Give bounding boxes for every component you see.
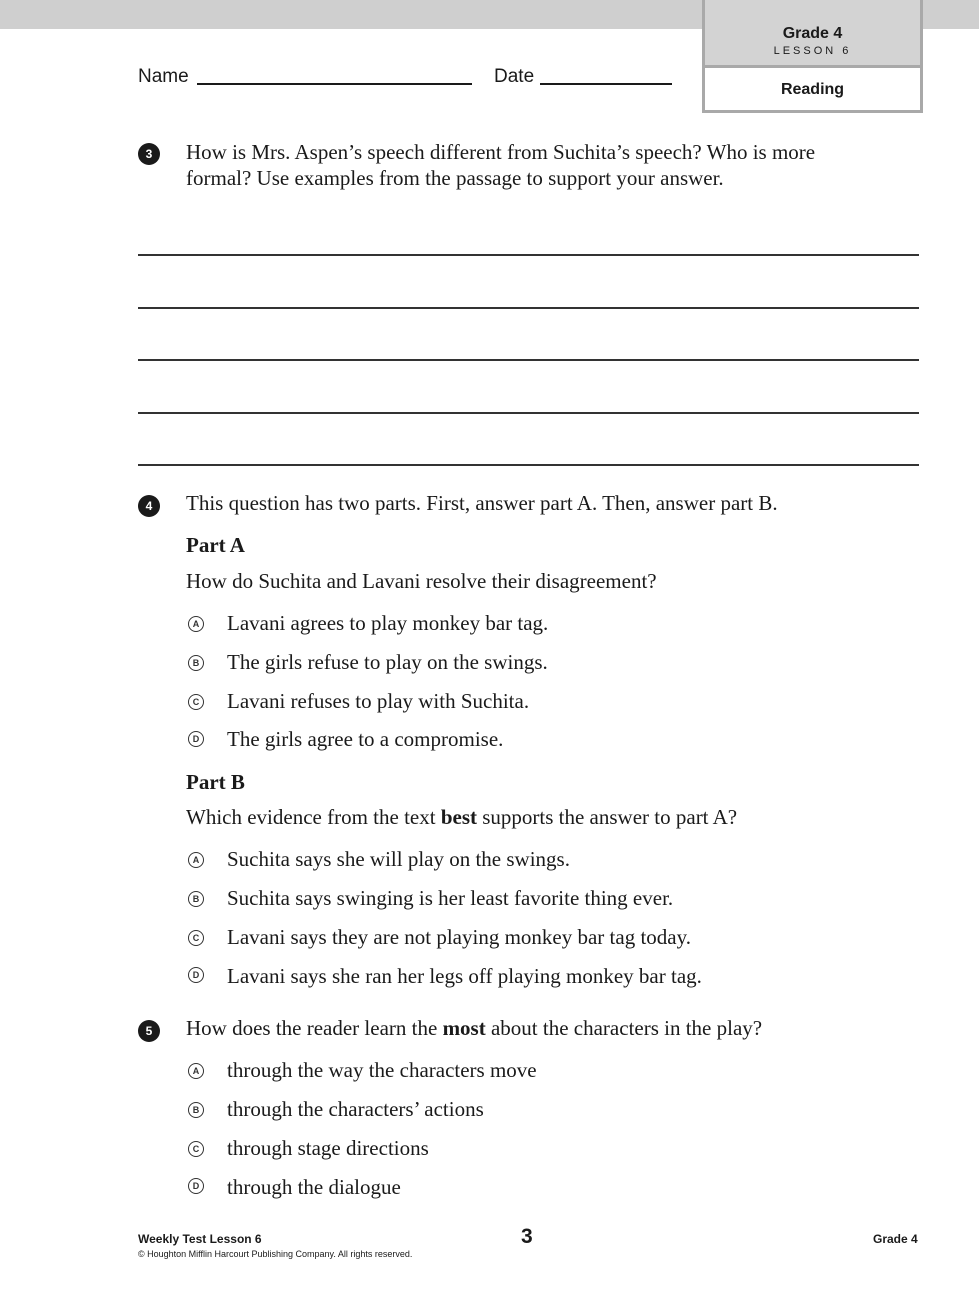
question-4-intro: This question has two parts. First, answer part A. Then, answer part B.	[186, 491, 778, 515]
option-text: Suchita says she will play on the swings.	[227, 847, 570, 871]
option-b-bubble[interactable]: B	[188, 655, 204, 671]
option-c-bubble[interactable]: C	[188, 1141, 204, 1157]
page-number: 3	[521, 1225, 533, 1248]
answer-line[interactable]	[138, 307, 919, 309]
option-text: through stage directions	[227, 1136, 429, 1160]
question-number-badge: 5	[138, 1020, 160, 1042]
option-text: Lavani says they are not playing monkey bar tag today.	[227, 925, 691, 949]
date-field[interactable]	[540, 83, 672, 85]
option-d-bubble[interactable]: D	[188, 1178, 204, 1194]
part-a-question: How do Suchita and Lavani resolve their disagreement?	[186, 569, 657, 593]
part-b-label: Part B	[186, 770, 245, 794]
name-label: Name	[138, 66, 189, 87]
option-b-bubble[interactable]: B	[188, 891, 204, 907]
option-a-bubble[interactable]: A	[188, 616, 204, 632]
answer-line[interactable]	[138, 359, 919, 361]
name-field[interactable]	[197, 83, 472, 85]
answer-line[interactable]	[138, 254, 919, 256]
option-b-bubble[interactable]: B	[188, 1102, 204, 1118]
grade-lesson-tab	[702, 0, 923, 68]
option-c-bubble[interactable]: C	[188, 930, 204, 946]
option-text: through the way the characters move	[227, 1058, 537, 1082]
footer-grade: Grade 4	[873, 1232, 918, 1246]
option-text: Lavani says she ran her legs off playing monkey bar tag.	[227, 964, 702, 988]
option-a-bubble[interactable]: A	[188, 1063, 204, 1079]
date-label: Date	[494, 66, 535, 87]
grade-label: Grade 4	[782, 25, 843, 42]
part-a-label: Part A	[186, 533, 245, 557]
question-number-badge: 3	[138, 143, 160, 165]
option-text: Lavani agrees to play monkey bar tag.	[227, 611, 549, 635]
question-5-text: How does the reader learn the most about the characters in the play?	[186, 1016, 763, 1040]
answer-line[interactable]	[138, 464, 919, 466]
option-text: Lavani refuses to play with Suchita.	[227, 689, 530, 713]
option-a-bubble[interactable]: A	[188, 852, 204, 868]
lesson-label: LESSON 6	[773, 45, 852, 57]
option-text: through the dialogue	[227, 1175, 401, 1199]
question-number-badge: 4	[138, 495, 160, 517]
option-c-bubble[interactable]: C	[188, 694, 204, 710]
question-3-line-2: formal? Use examples from the passage to support your answer.	[186, 166, 724, 190]
option-d-bubble[interactable]: D	[188, 731, 204, 747]
option-text: The girls agree to a compromise.	[227, 727, 504, 751]
option-text: through the characters’ actions	[227, 1097, 484, 1121]
subject-label: Reading	[702, 68, 923, 113]
question-3-line-1: How is Mrs. Aspen’s speech different from Suchita’s speech? Who is more	[186, 140, 816, 164]
option-text: Suchita says swinging is her least favorite thing ever.	[227, 886, 674, 910]
footer-test-title: Weekly Test Lesson 6	[138, 1232, 262, 1246]
part-b-question: Which evidence from the text best supports the answer to part A?	[186, 805, 738, 829]
answer-line[interactable]	[138, 412, 919, 414]
option-text: The girls refuse to play on the swings.	[227, 650, 548, 674]
footer-copyright: © Houghton Mifflin Harcourt Publishing Company. All rights reserved.	[138, 1249, 413, 1259]
option-d-bubble[interactable]: D	[188, 967, 204, 983]
